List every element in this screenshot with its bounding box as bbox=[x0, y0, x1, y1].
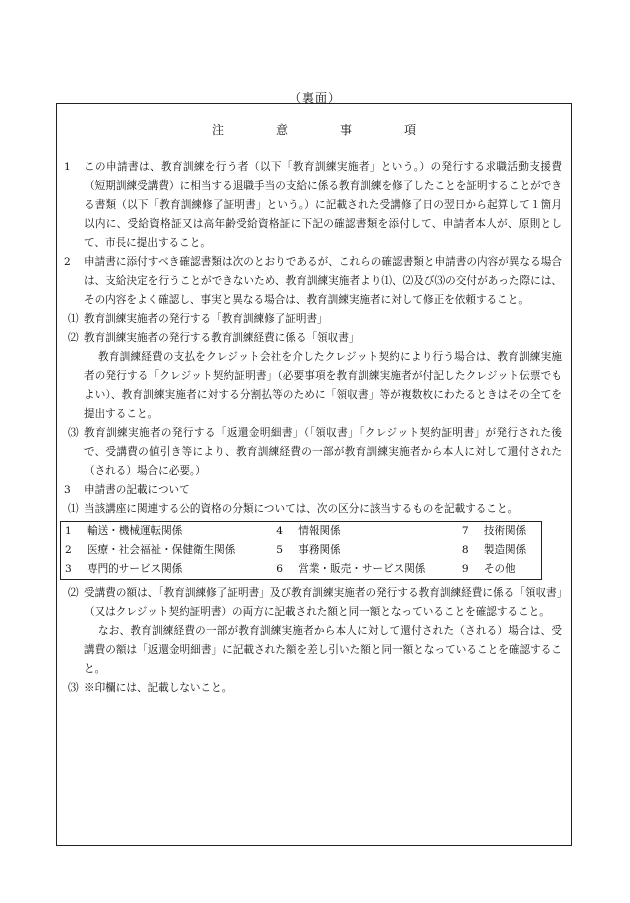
item-number: ⑶ bbox=[68, 427, 79, 439]
section-1 bbox=[64, 158, 562, 253]
class-number: 4 bbox=[276, 525, 284, 537]
item-text: 受講費の額は、「教育訓練修了証明書」及び教育訓練実施者の発行する教育訓練経費に係る「領収書」（又はクレジット契約証明書）の両方に記載された額と同一額となっていることを確認すること。 bbox=[84, 587, 562, 618]
class-number: 6 bbox=[276, 563, 284, 575]
class-number: 9 bbox=[461, 563, 469, 575]
section-2-item-3 bbox=[64, 424, 562, 481]
class-label: 製造関係 bbox=[483, 544, 527, 556]
item-text: ※印欄には、記載しないこと。 bbox=[84, 682, 233, 694]
item-number: ⑴ bbox=[68, 503, 79, 515]
section-2 bbox=[64, 253, 562, 310]
class-label: 事務関係 bbox=[298, 544, 341, 556]
class-label: 技術関係 bbox=[483, 525, 527, 537]
table-row bbox=[61, 560, 542, 580]
classification-table bbox=[60, 521, 542, 580]
item-text: 教育訓練実施者の発行する教育訓練経費に係る「領収書」 bbox=[84, 332, 360, 344]
section-3-item-2-body: なお、教育訓練経費の一部が教育訓練実施者から本人に対して還付された（される）場合は、受講費の額は「返還金明細書」に記載された額を差し引いた額と同一額となっていることを確認すること。 bbox=[84, 625, 562, 675]
section-number: 1 bbox=[64, 161, 71, 173]
item-number: ⑴ bbox=[68, 313, 79, 325]
section-number: 2 bbox=[64, 256, 71, 268]
class-number: 1 bbox=[65, 525, 72, 537]
page-side-label: （裏面） bbox=[288, 91, 341, 105]
section-3 bbox=[64, 481, 562, 500]
class-label: その他 bbox=[483, 563, 516, 575]
section-text: 申請書の記載について bbox=[84, 484, 190, 496]
item-number: ⑵ bbox=[68, 332, 79, 344]
class-label: 医療・社会福祉・保健衛生関係 bbox=[87, 544, 236, 556]
notes-content bbox=[64, 158, 562, 698]
class-label: 営業・販売・サービス関係 bbox=[298, 563, 426, 575]
class-number: 3 bbox=[65, 563, 72, 575]
section-text: この申請書は、教育訓練を行う者（以下「教育訓練実施者」という。）の発行する求職活動支援費（短期訓練受講費）に相当する退職手当の支給に係る教育訓練を修了したことを証明することができる書類（以下「教育訓練修了証明書」という。）に記載された受講修了日の翌日から起算して１箇月以内に、受給資格証又は高年齢受給資格証に下記の確認書類を添付して、申請者本人が、原則として、市長に提出すること。 bbox=[84, 161, 562, 249]
class-number: 7 bbox=[461, 525, 469, 537]
section-3-item-2 bbox=[64, 584, 562, 622]
section-2-item-1 bbox=[64, 310, 562, 329]
class-label: 情報関係 bbox=[298, 525, 341, 537]
section-2-item-2 bbox=[64, 329, 562, 348]
class-number: 2 bbox=[65, 544, 72, 556]
item-number: ⑶ bbox=[68, 682, 79, 694]
item-text: 教育訓練実施者の発行する「教育訓練修了証明書」 bbox=[84, 313, 328, 325]
notes-title: 注 意 事 項 bbox=[211, 123, 436, 137]
section-number: 3 bbox=[64, 484, 71, 496]
class-label: 専門的サービス関係 bbox=[87, 563, 183, 575]
section-text: 申請書に添付すべき確認書類は次のとおりであるが、これらの確認書類と申請書の内容が異なる場合は、支給決定を行うことができないため、教育訓練実施者より⑴、⑵及び⑶の交付があった際には、その内容をよく確認し、事実と異なる場合は、教育訓練実施者に対して修正を依頼すること。 bbox=[84, 256, 562, 306]
class-label: 輸送・機械運転関係 bbox=[87, 525, 183, 537]
item-text: 当該講座に関連する公的資格の分類については、次の区分に該当するものを記載すること。 bbox=[84, 503, 519, 515]
section-2-item-2-body: 教育訓練経費の支払をクレジット会社を介したクレジット契約により行う場合は、教育訓練実施者の発行する「クレジット契約証明書」（必要事項を教育訓練実施者が付記したクレジット伝票でもよい）、教育訓練実施者に対する分割払等のために「領収書」等が複数枚にわたるときはその全てを提出すること。 bbox=[84, 351, 562, 420]
table-row bbox=[61, 541, 542, 560]
item-number: ⑵ bbox=[68, 587, 79, 599]
item-text: 教育訓練実施者の発行する「返還金明細書」（「領収書」「クレジット契約証明書」が発行された後で、受講費の値引き等により、教育訓練経費の一部が教育訓練実施者から本人に対して還付された（される）場合に必要。） bbox=[84, 427, 562, 477]
class-number: 5 bbox=[276, 544, 284, 556]
table-row bbox=[61, 522, 542, 542]
section-3-item-1 bbox=[64, 500, 562, 519]
class-number: 8 bbox=[461, 544, 469, 556]
section-3-item-3 bbox=[64, 679, 562, 698]
